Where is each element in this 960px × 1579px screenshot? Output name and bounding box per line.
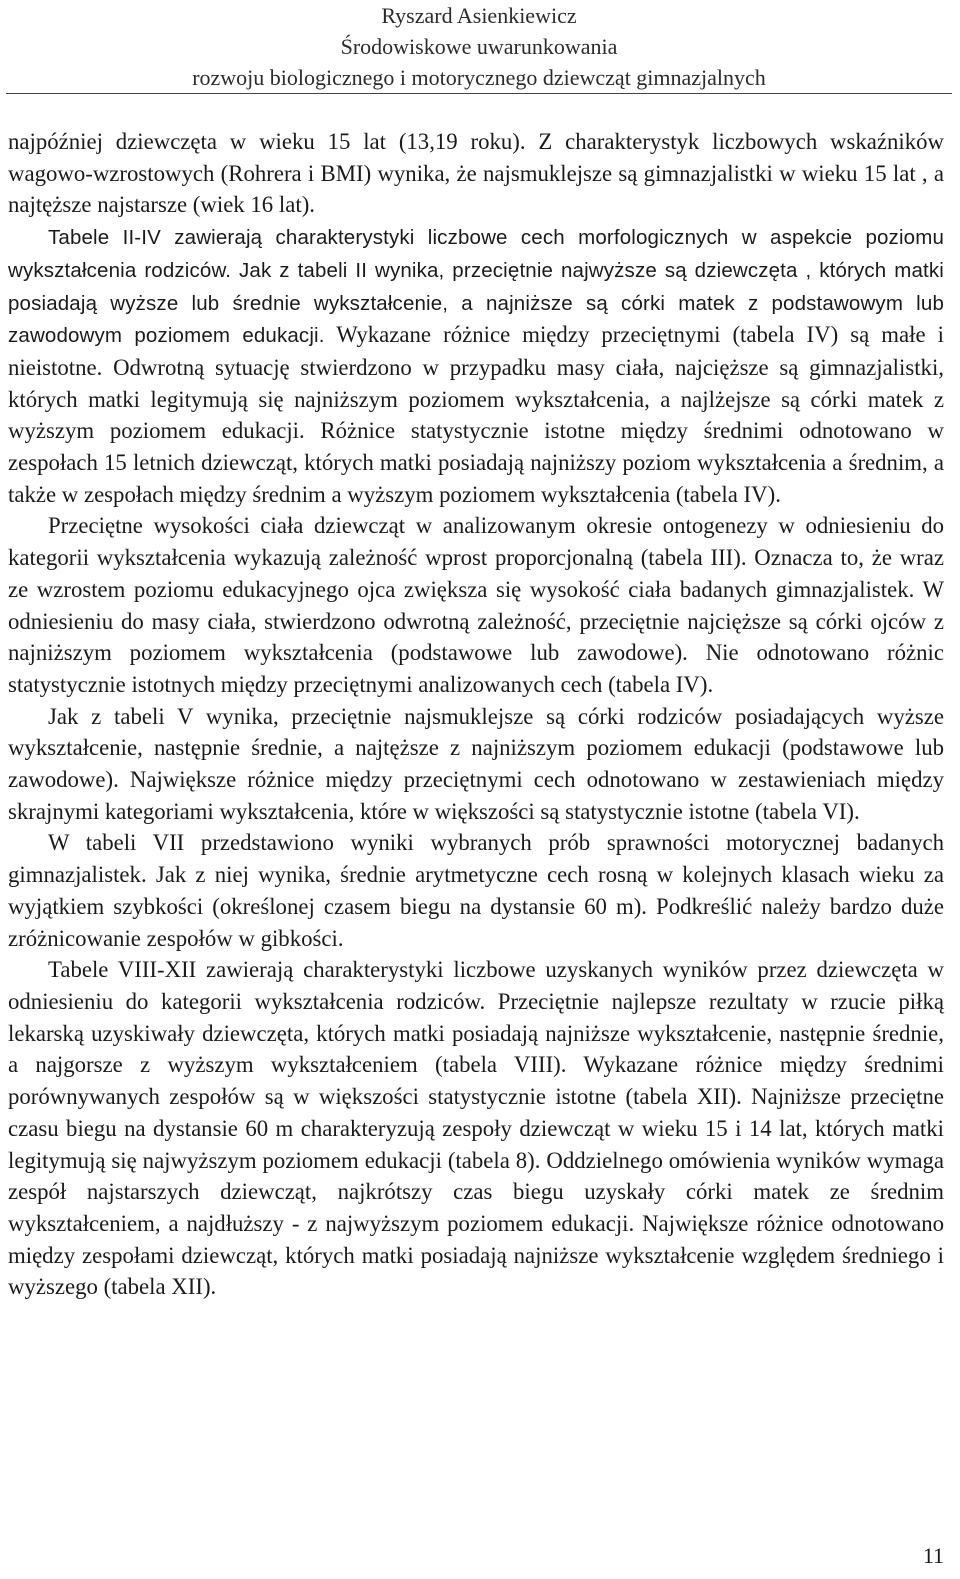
paragraph-5: W tabeli VII przedstawiono wyniki wybranych prób sprawności motorycznej badanych gimnazjalistek. Jak z niej wynika, średnie arytmetyczne cech rosną w kolejnych klasach wieku za wyjątkiem szybkości (określonej czasem biegu na dystansie 60 m). Podkreślić należy bardzo duże zróżnicowanie zespołów w gibkości. xyxy=(8,830,944,951)
paragraph-2-serif-part: Wykazane różnice między przeciętnymi (tabela IV) są małe i nieistotne. Odwrotną sytuację stwierdzono w przypadku masy ciała, najcięższe są gimnazjalistki, których matki legitymują się najniższym poziomem wykształcenia, a najlżejsze są córki matek z wyższym poziomem edukacji. Różnice statystycznie istotne między średnimi odnotowano w zespołach 15 letnich dziewcząt, których matki posiadają najniższy poziom wykształcenia a średnim, a także w zespołach między średnim a wyższym poziomem wykształcenia (tabela IV). xyxy=(8,322,944,507)
page-number: 11 xyxy=(922,1543,944,1568)
paragraph-2-sans-part-2: Jak z tabeli II wynika, przeciętnie najwyższe są dziewczęta , których matki posiadają wyższe lub średnie wykształcenie, a najniższe są córki matek z podstawowym lub zawodowym poziomem edukacji. xyxy=(8,258,944,348)
body-text xyxy=(8,126,944,1303)
paragraph-2-sans-part-1: Tabele II-IV zawierają charakterystyki liczbowe cech morfologicznych w aspekcie poziomu wykształcenia rodziców. xyxy=(8,226,944,282)
running-header xyxy=(6,0,952,94)
header-title-line-1: Środowiskowe uwarunkowania xyxy=(340,34,618,59)
paragraph-4: Jak z tabeli V wynika, przeciętnie najsmuklejsze są córki rodziców posiadających wyższe wykształcenie, następnie średnie, a najtęższe z najniższym poziomem edukacji (podstawowe lub zawodowe). Największe różnice między przeciętnymi cech odnotowano w zestawieniach między skrajnymi kategoriami wykształcenia, które w większości są statystycznie istotne (tabela VI). xyxy=(8,703,944,824)
paragraph-3: Przeciętne wysokości ciała dziewcząt w analizowanym okresie ontogenezy w odniesieniu do kategorii wykształcenia wykazują zależność wprost proporcjonalną (tabela III). Oznacza to, że wraz ze wzrostem poziomu edukacyjnego ojca zwiększa się wysokość ciała badanych gimnazjalistek. W odniesieniu do masy ciała, stwierdzono odwrotną zależność, przeciętnie najcięższe są córki ojców z najniższym poziomem wykształcenia (podstawowe lub zawodowe). Nie odnotowano różnic statystycznie istotnych między przeciętnymi analizowanych cech (tabela IV). xyxy=(8,513,944,697)
header-title-line-2: rozwoju biologicznego i motorycznego dziewcząt gimnazjalnych xyxy=(192,65,766,90)
paragraph-6: Tabele VIII-XII zawierają charakterystyki liczbowe uzyskanych wyników przez dziewczęta w odniesieniu do kategorii wykształcenia rodziców. Przeciętnie najlepsze rezultaty w rzucie piłką lekarską uzyskiwały dziewczęta, których matki posiadają najniższe wykształcenie, następnie średnie, a najgorsze z wyższym wykształceniem (tabela VIII). Wykazane różnice między średnimi porównywanych zespołów są w większości statystycznie istotne (tabela XII). Najniższe przeciętne czasu biegu na dystansie 60 m charakteryzują zespoły dziewcząt w wieku 15 i 14 lat, których matki legitymują się najwyższym poziomem edukacji (tabela 8). Oddzielnego omówienia wyników wymaga zespół najstarszych dziewcząt, najkrótszy czas biegu uzyskały córki matek ze średnim wykształceniem, a najdłuższy - z najwyższym poziomem edukacji. Największe różnice odnotowano między zespołami dziewcząt, których matki posiadają najniższe wykształcenie względem średniego i wyższego (tabela XII). xyxy=(8,957,944,1300)
header-author: Ryszard Asienkiewicz xyxy=(381,3,577,28)
paragraph-2 xyxy=(8,221,944,510)
paragraph-1: najpóźniej dziewczęta w wieku 15 lat (13,19 roku). Z charakterystyk liczbowych wskaźników wagowo-wzrostowych (Rohrera i BMI) wynika, że najsmuklejsze są gimnazjalistki w wieku 15 lat , a najtęższe najstarsze (wiek 16 lat). xyxy=(8,129,944,218)
